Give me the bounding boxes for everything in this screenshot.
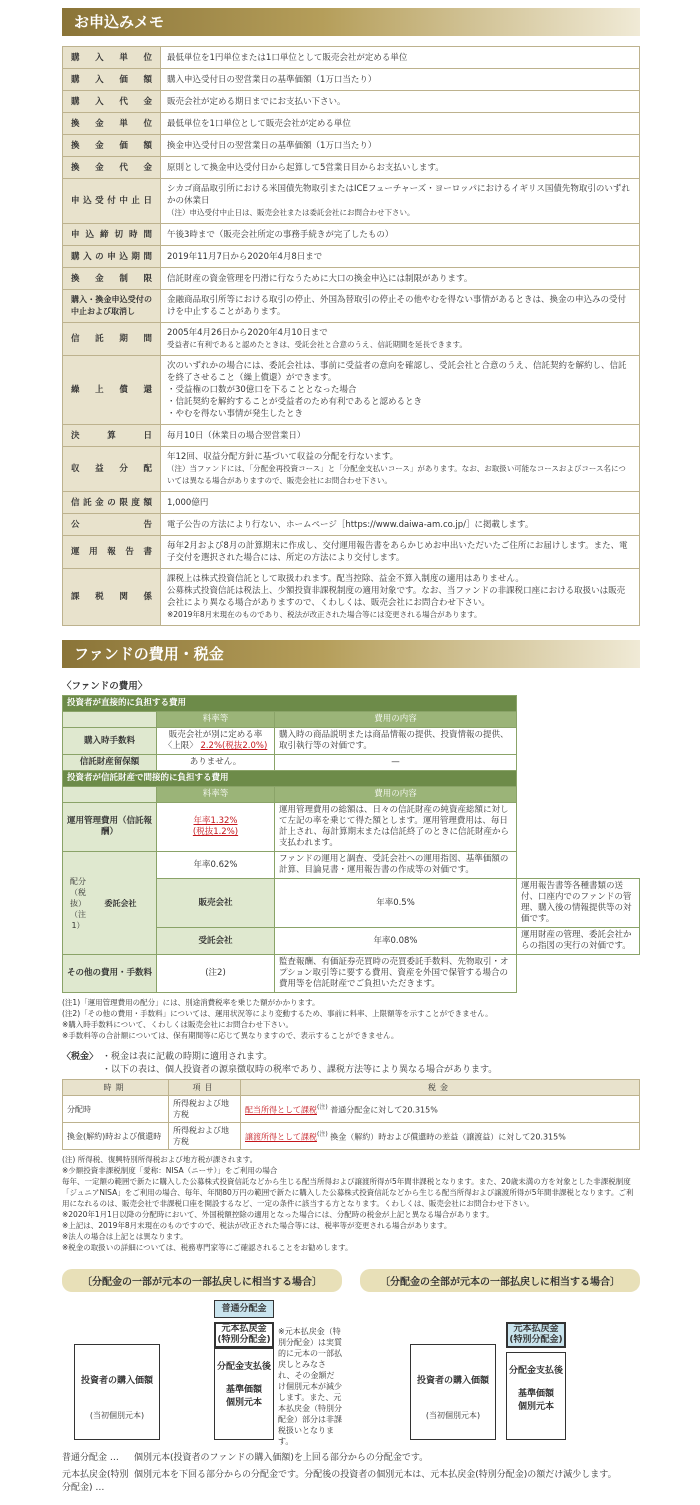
fee-note: (注1)「運用管理費用の配分」には、別途消費税率を乗じた額がかかります。: [62, 998, 320, 1007]
memo-value: 最低単位を1口単位として販売会社が定める単位: [161, 113, 640, 135]
memo-value: 次のいずれかの場合には、委託会社は、事前に受益者の意向を確認し、受託会社と合意のうえ、信託契約を解約し、信託を終了させること（繰上償還）ができます。 ・受益権の口数が30億口を下ることとなった場合 ・信託契約を解約することが受益者のため有利であると認めるとき ・やむを得ない事情が発生したとき: [161, 356, 640, 425]
after-dist-box: 分配金支払後 基準価額 個別元本: [214, 1348, 274, 1440]
mgmt-label: 運用管理費用（信託報酬）: [63, 803, 157, 852]
memo-row: [63, 492, 640, 514]
after-dist-box-2: 分配金支払後 基準価額 個別元本: [506, 1352, 566, 1440]
memo-value: 換金申込受付日の翌営業日の基準価額（1万口当たり）: [161, 135, 640, 157]
memo-key: 決算日: [63, 425, 161, 447]
memo-key: 購入の申込期間: [63, 246, 161, 268]
tax-desc: 譲渡所得として課税$^{(注)}$ 換金（解約）時および償還時の差益（譲渡益）に対して20.315%: [241, 1123, 640, 1150]
purchase-price-box-2: 投資者の購入価額 (当初個別元本): [410, 1344, 496, 1440]
tax-time: 換金(解約)時および償還時: [63, 1123, 169, 1150]
col-content: 費用の内容: [275, 712, 517, 728]
memo-value: 午後3時まで（販売会社所定の事務手続きが完了したもの）: [161, 224, 640, 246]
alloc-rate: 年率0.08%: [275, 928, 517, 955]
legend-item: 元本払戻金(特別分配金) … 個別元本を下回る部分からの分配金です。分配後の投資者の個別元本は、元本払戻金(特別分配金)の額だけ減少します。: [62, 1470, 617, 1493]
alloc-name: 受託会社: [157, 928, 275, 955]
retention-content: —: [275, 755, 517, 771]
alloc-content: ファンドの運用と調査、受託会社への運用指図、基準価額の計算、目論見書・運用報告書の作成等の対価です。: [275, 852, 517, 879]
tax-note: ※2020年1月1日以降の分配時において、外国税額控除の適用となった場合には、分配時の税金が上記と異なる場合があります。: [62, 1210, 494, 1219]
memo-key: 運用報告書: [63, 536, 161, 569]
retention-rate: ありません。: [157, 755, 275, 771]
memo-row: [63, 323, 640, 356]
memo-key: 換金価額: [63, 135, 161, 157]
memo-key: 信託金の限度額: [63, 492, 161, 514]
mgmt-content: 運用管理費用の総額は、日々の信託財産の純資産総額に対して左記の率を乗じて得た額とします。運用管理費用は、毎日計上され、毎計算期末または信託終了のときに信託財産から支払われます。: [275, 803, 517, 852]
memo-value: 原則として換金申込受付日から起算して5営業日目からお支払いします。: [161, 157, 640, 179]
memo-value: 2019年11月7日から2020年4月8日まで: [161, 246, 640, 268]
alloc-content: 運用財産の管理、委託会社からの指図の実行の対価です。: [516, 928, 639, 955]
memo-key: 公告: [63, 514, 161, 536]
memo-row: [63, 569, 640, 626]
col-content-2: 費用の内容: [275, 787, 517, 803]
memo-row: [63, 246, 640, 268]
fee-note: ※手数料等の合計額については、保有期間等に応じて異なりますので、表示することができません。: [62, 1031, 399, 1040]
memo-row: [63, 425, 640, 447]
memo-key: 信託期間: [63, 323, 161, 356]
tax-row: [63, 1096, 640, 1123]
memo-key: 収益分配: [63, 447, 161, 492]
tax-table: 時期 項目 税金 分配時 所得税および地方税 配当所得として課税$^{(注)}$ 普通分配金に対して20.315% 換金(解約)時および償還時 所得税および地方税 譲渡所得として課税$^{(注)}$ 換金（解約）時および償還時の差益（譲渡益）に対して20.315%: [62, 1079, 640, 1150]
purchase-fee-rate: 販売会社が別に定める率 〈上限〉 2.2%(税抜2.0%): [157, 728, 275, 755]
memo-value: 毎月10日（休業日の場合翌営業日）: [161, 425, 640, 447]
normal-dist-box: 普通分配金: [214, 1300, 274, 1318]
distribution-diagrams: [62, 1269, 640, 1446]
memo-value: 1,000億円: [161, 492, 640, 514]
col-rate-2: 料率等: [157, 787, 275, 803]
mgmt-rate: 年率1.32% (税抜1.2%): [157, 803, 275, 852]
memo-key: 申込受付中止日: [63, 179, 161, 224]
tax-note: ※法人の場合は上記とは異なります。: [62, 1232, 188, 1241]
memo-value: 2005年4月26日から2020年4月10日まで 受益者に有利であると認めたときは、受託会社と合意のうえ、信託期間を延長できます。: [161, 323, 640, 356]
memo-value: 最低単位を1円単位または1口単位として販売会社が定める単位: [161, 47, 640, 69]
purchase-fee-label: 購入時手数料: [63, 728, 157, 755]
other-label: その他の費用・手数料: [63, 955, 157, 993]
memo-key: 購入・換金申込受付の中止および取消し: [63, 290, 161, 323]
tax-note: ※少額投資非課税制度「愛称：NISA（ニーサ）」をご利用の場合: [62, 1166, 278, 1175]
direct-header: 投資者が直接的に負担する費用: [63, 696, 517, 712]
memo-key: 申込締切時間: [63, 224, 161, 246]
memo-row: [63, 268, 640, 290]
fee-note: (注2)「その他の費用・手数料」については、運用状況等により変動するため、事前に料率、上限額等を示すことができません。: [62, 1009, 493, 1018]
tax-row: [63, 1123, 640, 1150]
memo-key: 購入代金: [63, 91, 161, 113]
memo-row: [63, 290, 640, 323]
diagram-legend: [62, 1452, 640, 1495]
tax-note: 毎年、一定額の範囲で新たに購入した公募株式投資信託などから生じる配当所得および譲渡所得が5年間非課税となります。また、20歳未満の方を対象とした非課税制度「ジュニアNISA」をご利用の場合、毎年、年間80万円の範囲で新たに購入した公募株式投資信託などから生じる配当所得および譲渡所得が5年間非課税となります。ご利用になれるのは、販売会社で非課税口座を開設するなど、一定の条件に該当する方となります。くわしくは、販売会社にお問合わせ下さい。: [62, 1177, 634, 1208]
memo-header: お申込みメモ: [62, 8, 640, 36]
side-note: ※元本払戻金（特別分配金）は実質的に元本の一部払戻しとみなされ、その金額だけ個別元本が減少します。また、元本払戻金（特別分配金）部分は非課税扱いとなります。: [278, 1327, 342, 1446]
alloc-rate: 年率0.5%: [275, 879, 517, 928]
memo-row: [63, 135, 640, 157]
memo-row: [63, 179, 640, 224]
tax-time: 分配時: [63, 1096, 169, 1123]
fees-subtitle: 〈ファンドの費用〉: [62, 681, 148, 692]
memo-table: [62, 46, 640, 626]
memo-row: [63, 536, 640, 569]
diagram-left: 〔分配金の一部が元本の一部払戻しに相当する場合〕 投資者の購入価額 (当初個別元本) 普通分配金 元本払戻金(特別分配金) 分配金支払後 基準価額 個別元本 ※元本払戻金（特別分配金）は実質的に元本の一部払戻しとみなされ、その金額だけ個別元本が減少します。また、元本払戻金（特別分配金）部分は非課税扱いとなります。: [62, 1269, 342, 1442]
legend-item: 普通分配金 … 個別元本(投資者のファンドの購入価額)を上回る部分からの分配金です。: [62, 1453, 429, 1463]
memo-value: 電子公告の方法により行ない、ホームページ［https://www.daiwa-am.co.jp/］に掲載します。: [161, 514, 640, 536]
memo-key: 換金制限: [63, 268, 161, 290]
other-content: 監査報酬、有価証券売買時の売買委託手数料、先物取引・オプション取引等に要する費用、資産を外国で保管する場合の費用等を信託財産でご負担いただきます。: [275, 955, 517, 993]
memo-key: 購入価額: [63, 69, 161, 91]
memo-key: 購入単位: [63, 47, 161, 69]
memo-row: [63, 91, 640, 113]
purchase-price-box: 投資者の購入価額 (当初個別元本): [74, 1344, 160, 1440]
memo-row: [63, 356, 640, 425]
memo-value: 金融商品取引所等における取引の停止、外国為替取引の停止その他やむを得ない事情があるときは、換金の申込みの受付けを中止することがあります。: [161, 290, 640, 323]
memo-row: [63, 69, 640, 91]
memo-row: [63, 157, 640, 179]
tax-item: 所得税および地方税: [169, 1096, 241, 1123]
tax-desc: 配当所得として課税$^{(注)}$ 普通分配金に対して20.315%: [241, 1096, 640, 1123]
memo-key: 換金単位: [63, 113, 161, 135]
tax-notes: [62, 1154, 640, 1253]
fee-table: [62, 695, 640, 993]
memo-value: 年12回、収益分配方針に基づいて収益の分配を行ないます。 （注）当ファンドには、「分配金再投資コース」と「分配金支払いコース」があります。なお、お取扱い可能なコースおよびコース名については異なる場合がありますので、販売会社にお問合わせ下さい。: [161, 447, 640, 492]
memo-value: シカゴ商品取引所における米国債先物取引またはICEフューチャーズ・ヨーロッパにおけるイギリス国債先物取引のいずれかの休業日 （注）申込受付中止日は、販売会社または委託会社にお問合わせ下さい。: [161, 179, 640, 224]
tax-intro: 〈税金〉 ・税金は表に記載の時期に適用されます。 ・以下の表は、個人投資者の源泉徴収時の税率であり、課税方法等により異なる場合があります。: [62, 1052, 498, 1075]
memo-value: 信託財産の資金管理を円滑に行なうために大口の換金申込には制限があります。: [161, 268, 640, 290]
memo-key: 課税関係: [63, 569, 161, 626]
alloc-label: 配分（税抜）（注1） 委託会社: [63, 852, 157, 955]
other-rate: (注2): [157, 955, 275, 993]
diagram-right: 〔分配金の全部が元本の一部払戻しに相当する場合〕 投資者の購入価額 (当初個別元本) 元本払戻金(特別分配金) 分配金支払後 基準価額 個別元本: [360, 1269, 640, 1442]
tax-item: 所得税および地方税: [169, 1123, 241, 1150]
memo-value: 購入申込受付日の翌営業日の基準価額（1万口当たり）: [161, 69, 640, 91]
memo-value: 販売会社が定める期日までにお支払い下さい。: [161, 91, 640, 113]
tax-note: ※税金の取扱いの詳細については、税務専門家等にご確認されることをお勧めします。: [62, 1243, 353, 1252]
fees-header: ファンドの費用・税金: [62, 640, 640, 668]
memo-value: 毎年2月および8月の計算期末に作成し、交付運用報告書をあらかじめお申出いただいたご住所にお届けします。また、電子交付を選択された場合には、所定の方法により交付します。: [161, 536, 640, 569]
principal-refund-box: 元本払戻金(特別分配金): [214, 1322, 274, 1348]
memo-row: [63, 224, 640, 246]
fee-notes: [62, 997, 640, 1041]
alloc-rate: 年率0.62%: [157, 852, 275, 879]
tax-note: (注) 所得税、復興特別所得税および地方税が課されます。: [62, 1155, 258, 1164]
memo-value: 課税上は株式投資信託として取扱われます。配当控除、益金不算入制度の適用はありません。 公募株式投資信託は税法上、少額投資非課税制度の適用対象です。なお、当ファンドの非課税口座における取扱いは販売会社により異なる場合がありますので、くわしくは、販売会社にお問合わせ下さい。 ※2019年8月末現在のものであり、税法が改正された場合等には変更される場合があります。: [161, 569, 640, 626]
memo-row: [63, 447, 640, 492]
memo-row: [63, 47, 640, 69]
alloc-content: 運用報告書等各種書類の送付、口座内でのファンドの管理、購入後の情報提供等の対価です。: [516, 879, 639, 928]
memo-key: 換金代金: [63, 157, 161, 179]
memo-row: [63, 113, 640, 135]
tax-note: ※上記は、2019年8月末現在のものですので、税法が改正された場合等には、税率等が変更される場合があります。: [62, 1221, 452, 1230]
col-rate: 料率等: [157, 712, 275, 728]
principal-refund-box-2: 元本払戻金(特別分配金): [506, 1322, 566, 1348]
purchase-fee-content: 購入時の商品説明または商品情報の提供、投資情報の提供、取引執行等の対価です。: [275, 728, 517, 755]
alloc-name: 販売会社: [157, 879, 275, 928]
fee-note: ※購入時手数料について、くわしくは販売会社にお問合わせ下さい。: [62, 1020, 293, 1029]
memo-key: 繰上償還: [63, 356, 161, 425]
memo-row: [63, 514, 640, 536]
indirect-header: 投資者が信託財産で間接的に負担する費用: [63, 771, 517, 787]
retention-label: 信託財産留保額: [63, 755, 157, 771]
